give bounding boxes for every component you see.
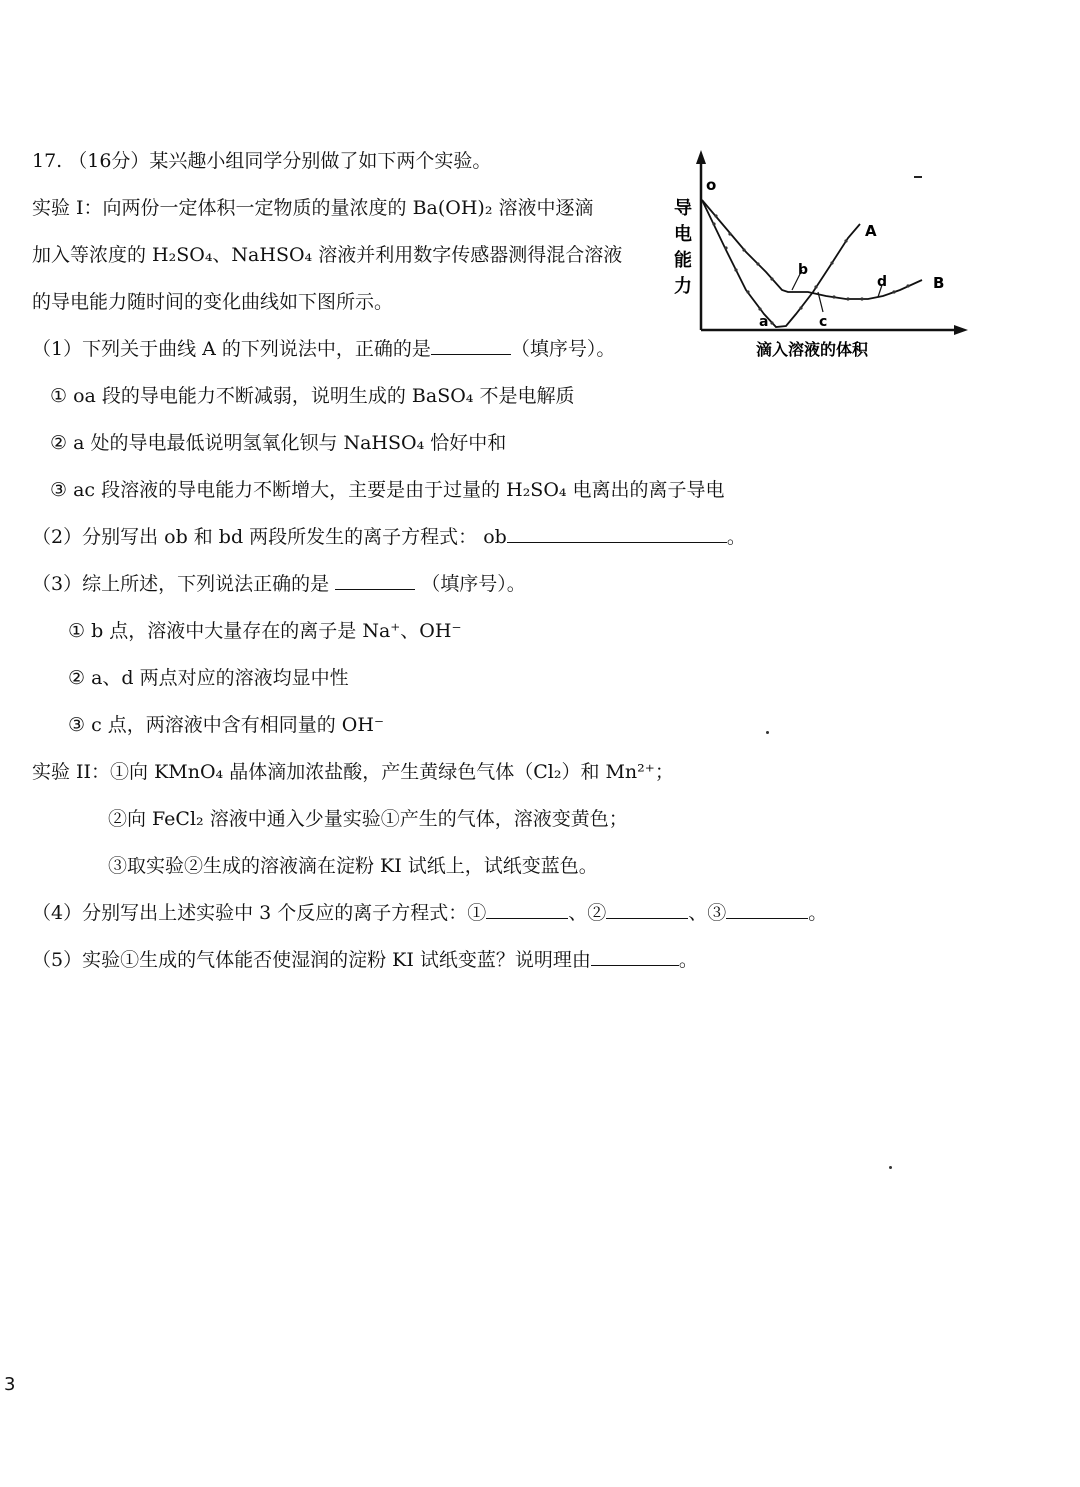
- q1-stem: （1）下列关于曲线 A 的下列说法中，正确的是: [32, 338, 431, 360]
- q4-answer-blank-2[interactable]: [606, 900, 688, 919]
- q4-answer-blank-3[interactable]: [726, 900, 808, 919]
- q3-line: [32, 571, 526, 597]
- q3-option-2: ② a、d 两点对应的溶液均显中性: [68, 667, 349, 689]
- q2-answer-blank[interactable]: [507, 524, 727, 543]
- q3-answer-blank[interactable]: [335, 571, 415, 590]
- conductivity-graph: [668, 142, 978, 367]
- q5-line: [32, 947, 698, 973]
- scan-dot: [889, 1166, 892, 1169]
- q4-line: [32, 900, 827, 926]
- curve-B: [702, 200, 922, 299]
- exp2-line-1: 实验 II：①向 KMnO₄ 晶体滴加浓盐酸，产生黄绿色气体（Cl₂）和 Mn²⁺；: [32, 761, 674, 783]
- q3-stem: （3）综上所述，下列说法正确的是: [32, 573, 330, 595]
- exp1-intro-line-3: 的导电能力随时间的变化曲线如下图所示。: [32, 291, 394, 313]
- point-c-label: c: [819, 314, 828, 330]
- q2-line: [32, 524, 746, 550]
- curve-markers: [712, 214, 909, 324]
- y-axis-arrow: [696, 150, 706, 164]
- q1-option-2: ② a 处的导电最低说明氢氧化钡与 NaHSO₄ 恰好中和: [50, 432, 507, 454]
- q1-option-1: ① oa 段的导电能力不断减弱，说明生成的 BaSO₄ 不是电解质: [50, 385, 575, 407]
- q1-option-3: ③ ac 段溶液的导电能力不断增大，主要是由于过量的 H₂SO₄ 电离出的离子导电: [50, 479, 725, 501]
- q3-option-3: ③ c 点，两溶液中含有相同量的 OH⁻: [68, 714, 384, 736]
- y-axis-label-char-4: 力: [674, 276, 692, 297]
- curve-A-label: A: [865, 222, 877, 240]
- x-axis-arrow: [954, 325, 968, 335]
- question-title: 17. （16分）某兴趣小组同学分别做了如下两个实验。: [32, 150, 492, 172]
- x-axis-label: 滴入溶液的体积: [756, 340, 869, 359]
- q5-answer-blank[interactable]: [591, 947, 679, 966]
- point-b-label: b: [798, 262, 809, 278]
- origin-label: o: [706, 176, 717, 194]
- q4-answer-blank-1[interactable]: [486, 900, 568, 919]
- point-d-label: d: [877, 274, 888, 290]
- q5-tail: 。: [678, 949, 698, 971]
- y-axis-label-char-2: 电: [674, 224, 692, 245]
- q5-stem: （5）实验①生成的气体能否使湿润的淀粉 KI 试纸变蓝？说明理由: [32, 949, 591, 971]
- curve-B-label: B: [933, 274, 945, 292]
- exp2-line-2: ②向 FeCl₂ 溶液中通入少量实验①产生的气体，溶液变黄色；: [108, 808, 628, 830]
- point-a-label: a: [759, 314, 769, 330]
- q4-tail: 。: [808, 902, 828, 924]
- exp2-line-3: ③取实验②生成的溶液滴在淀粉 KI 试纸上，试纸变蓝色。: [108, 855, 598, 877]
- q4-sep-2: 、③: [688, 902, 727, 924]
- scan-mark: [914, 176, 922, 178]
- q3-option-1: ① b 点，溶液中大量存在的离子是 Na⁺、OH⁻: [68, 620, 462, 642]
- q2-stem: （2）分别写出 ob 和 bd 两段所发生的离子方程式：: [32, 526, 478, 548]
- q3-tail: （填序号）。: [421, 573, 526, 595]
- q2-tail: 。: [726, 526, 746, 548]
- q4-stem: （4）分别写出上述实验中 3 个反应的离子方程式：①: [32, 902, 487, 924]
- exp1-intro-line-1: 实验 I：向两份一定体积一定物质的量浓度的 Ba(OH)₂ 溶液中逐滴: [32, 197, 594, 219]
- q1-tail: （填序号）。: [510, 338, 616, 360]
- y-axis-label-char-1: 导: [674, 198, 692, 219]
- q1-line: [32, 336, 615, 362]
- page-number: 3: [4, 1374, 16, 1395]
- curve-A: [702, 200, 860, 327]
- q2-ob-label: ob: [483, 526, 507, 548]
- y-axis-label-char-3: 能: [674, 250, 692, 271]
- q1-answer-blank[interactable]: [431, 336, 511, 355]
- q4-sep-1: 、②: [568, 902, 607, 924]
- exp1-intro-line-2: 加入等浓度的 H₂SO₄、NaHSO₄ 溶液并利用数字传感器测得混合溶液: [32, 244, 623, 266]
- scan-dot: [766, 731, 769, 734]
